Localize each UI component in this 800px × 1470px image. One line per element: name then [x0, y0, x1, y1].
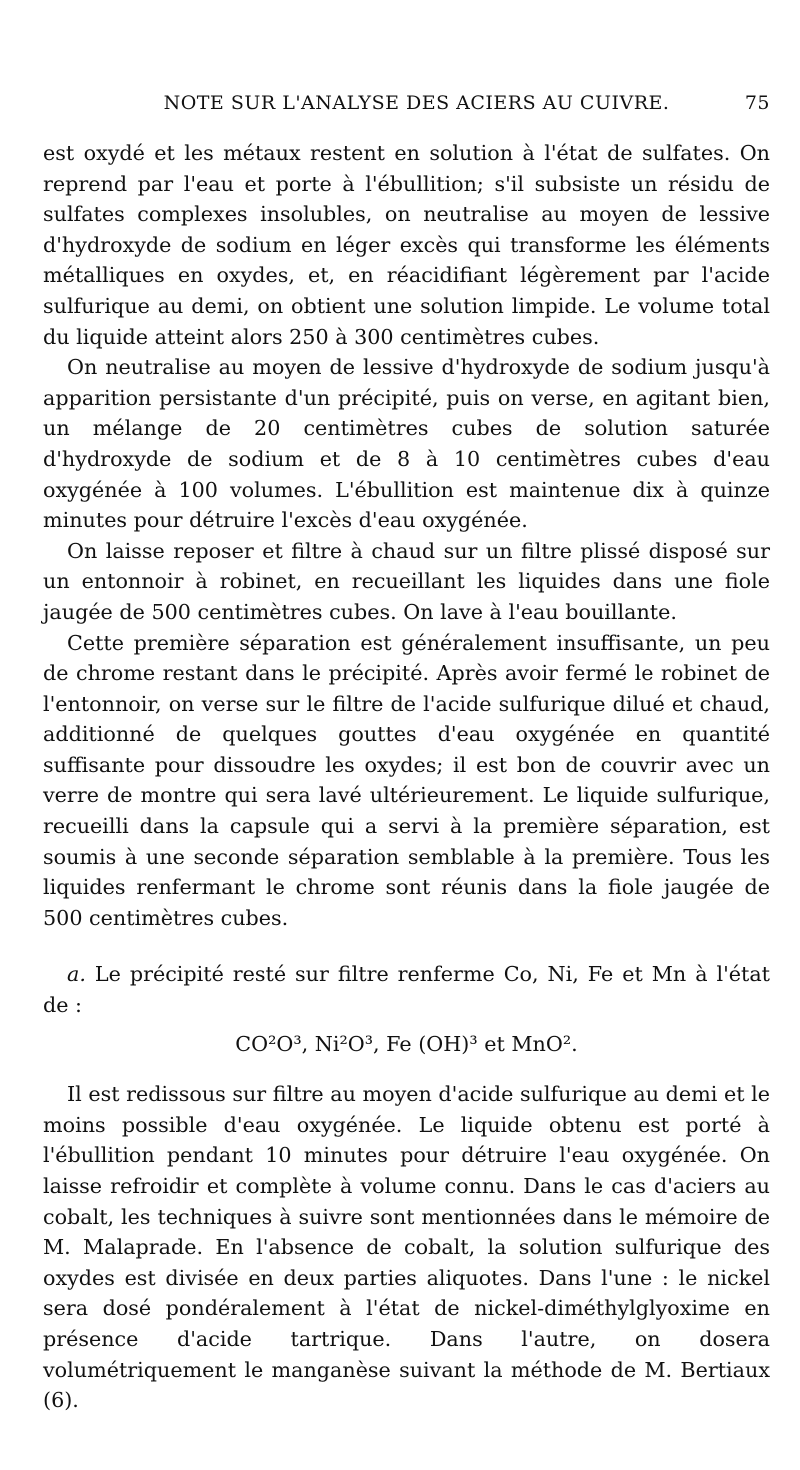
paragraph-4: Cette première séparation est généralement insuffisante, un peu de chrome restant dans le précipité. Après avoir fermé le robinet de l'entonnoir, on verse sur le filtre de l'acide sulfurique dilué et chaud, additionné de quelques gouttes d'eau oxygénée en quantité suffisante pour dissoudre les oxydes; il est bon de couvrir avec un verre de montre qui sera lavé ultérieurement. Le liquide sulfurique, recueilli dans la capsule qui a servi à la première séparation, est soumis à une seconde séparation semblable à la première. Tous les liquides renfermant le chrome sont réunis dans la fiole jaugée de 500 centimètres cubes. — [43, 630, 770, 930]
page-number: 75 — [744, 92, 770, 114]
chemical-formula: CO²O³, Ni²O³, Fe (OH)³ et MnO². — [235, 1031, 578, 1056]
item-a-label: a. — [67, 962, 86, 987]
page — [43, 92, 770, 1416]
paragraph-2: On neutralise au moyen de lessive d'hydroxyde de sodium jusqu'à apparition persistante d'un précipité, puis on verse, en agitant bien, un mélange de 20 centimètres cubes de solution saturée d'hydroxyde de sodium et de 8 à 10 centimètres cubes d'eau oxygénée à 100 volumes. L'ébullition est maintenue dix à quinze minutes pour détruire l'excès d'eau oxygénée. — [43, 355, 770, 533]
paragraph-3: On laisse reposer et filtre à chaud sur un filtre plissé disposé sur un entonnoir à robinet, en recueillant les liquides dans une fiole jaugée de 500 centimètres cubes. On lave à l'eau bouillante. — [43, 538, 770, 624]
body-text — [43, 138, 770, 1416]
item-a — [43, 959, 770, 1020]
running-header — [43, 92, 770, 124]
paragraph-1: est oxydé et les métaux restent en solution à l'état de sulfates. On reprend par l'eau et porte à l'ébullition; s'il subsiste un résidu de sulfates complexes insolubles, on neutralise au moyen de lessive d'hydroxyde de sodium en léger excès qui transforme les éléments métalliques en oxydes, et, en réacidifiant légèrement par l'acide sulfurique au demi, on obtient une solution limpide. Le volume total du liquide atteint alors 250 à 300 centimètres cubes. — [43, 141, 770, 349]
item-a-continuation: Il est redissous sur filtre au moyen d'acide sulfurique au demi et le moins possible d'eau oxygénée. Le liquide obtenu est porté à l'ébullition pendant 10 minutes pour détruire l'eau oxygénée. On laisse refroidir et complète à volume connu. Dans le cas d'aciers au cobalt, les techniques à suivre sont mentionnées dans le mémoire de M. Malaprade. En l'absence de cobalt, la solution sulfurique des oxydes est divisée en deux parties aliquotes. Dans l'une : le nickel sera dosé pondéralement à l'état de nickel-diméthylglyoxime en présence d'acide tartrique. Dans l'autre, on dosera volumétriquement le manganèse suivant la méthode de M. Bertiaux (6). — [43, 1082, 770, 1413]
item-a-text: Le précipité resté sur filtre renferme Co, Ni, Fe et Mn à l'état de : — [43, 962, 770, 1018]
running-title: NOTE SUR L'ANALYSE DES ACIERS AU CUIVRE. — [163, 92, 670, 114]
